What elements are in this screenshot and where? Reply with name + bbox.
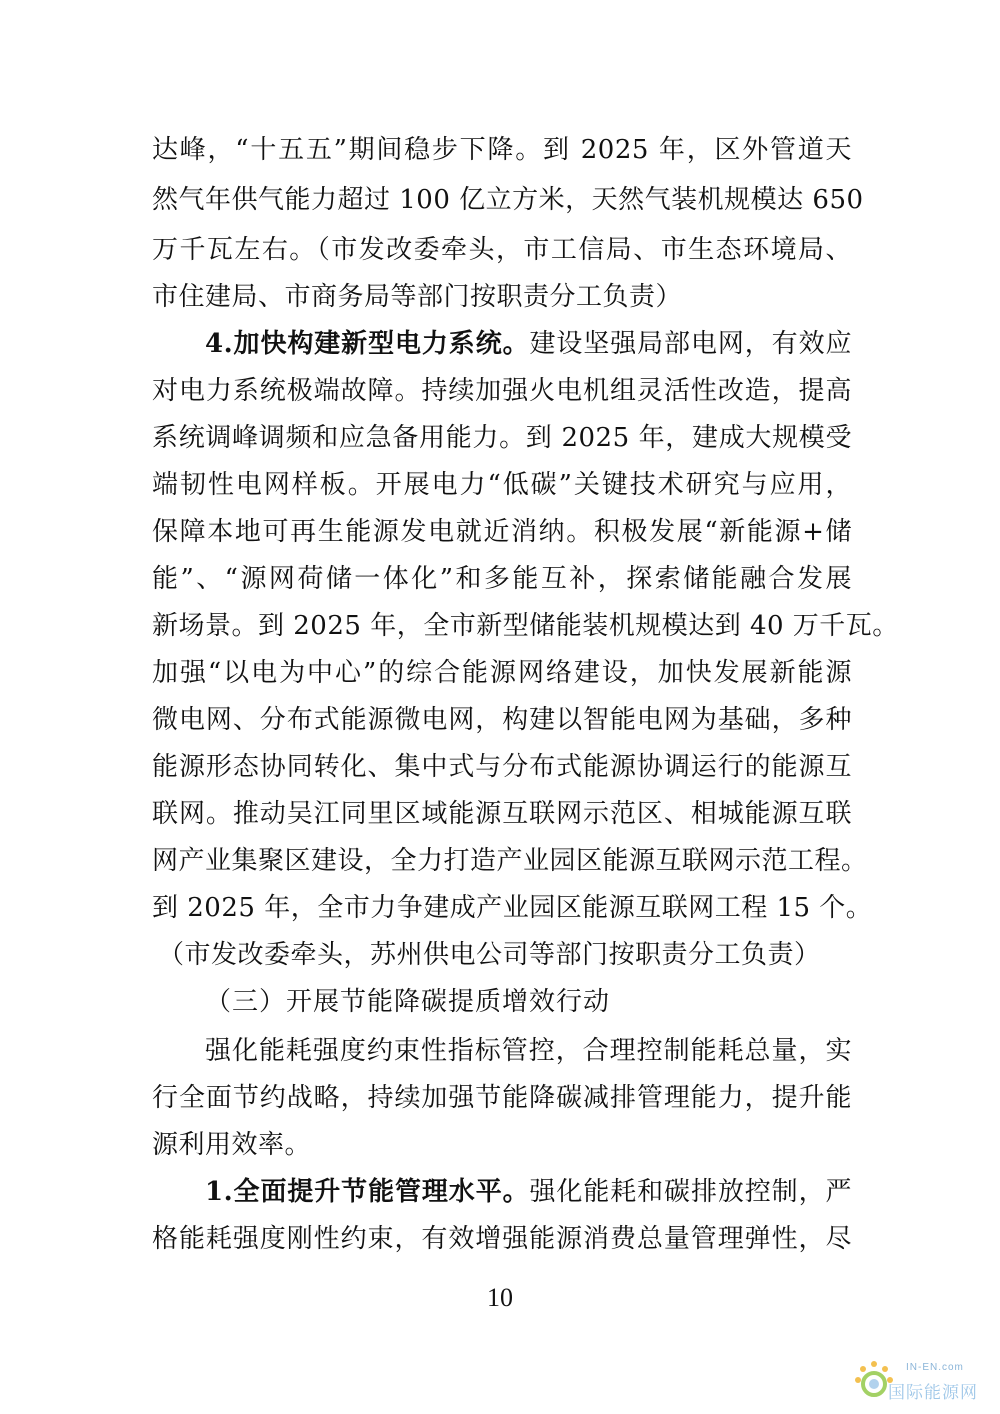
text-line: 到 2025 年，全市力争建成产业园区能源互联网工程 15 个。 <box>152 893 873 923</box>
text-line: 能”、“源网荷储一体化”和多能互补，探索储能融合发展 <box>152 564 852 594</box>
text-line: 源利用效率。 <box>152 1130 312 1160</box>
subsection-1-first-line <box>205 1174 852 1210</box>
text-line: 强化能耗强度约束性指标管控，合理控制能耗总量，实 <box>205 1036 852 1066</box>
text-line: 端韧性电网样板。开展电力“低碳”关键技术研究与应用， <box>152 470 852 500</box>
text-line: （市发改委牵头，苏州供电公司等部门按职责分工负责） <box>158 940 821 970</box>
text-line: 系统调峰调频和应急备用能力。到 2025 年，建成大规模受 <box>152 423 852 453</box>
text-line: 对电力系统极端故障。持续加强火电机组灵活性改造，提高 <box>152 376 852 406</box>
subsection-1-title: 1.全面提升节能管理水平。 <box>205 1177 530 1207</box>
text-line: 保障本地可再生能源发电就近消纳。积极发展“新能源+储 <box>152 517 852 547</box>
page-number: 10 <box>487 1283 513 1312</box>
watermark-logo <box>848 1352 998 1412</box>
text-line: 达峰，“十五五”期间稳步下降。到 2025 年，区外管道天 <box>152 135 852 165</box>
text-line: 万千瓦左右。（市发改委牵头，市工信局、市生态环境局、 <box>152 235 852 265</box>
text-line: 联网。推动吴江同里区域能源互联网示范区、相城能源互联 <box>152 799 852 829</box>
text-line: 然气年供气能力超过 100 亿立方米，天然气装机规模达 650 <box>152 185 864 215</box>
section-4-title: 4.加快构建新型电力系统。 <box>205 329 530 359</box>
text-line: 格能耗强度刚性约束，有效增强能源消费总量管理弹性，尽 <box>152 1224 852 1254</box>
text-line: 网产业集聚区建设，全力打造产业园区能源互联网示范工程。 <box>152 846 868 876</box>
section-3-heading: （三）开展节能降碳提质增效行动 <box>205 987 611 1017</box>
text-line: 新场景。到 2025 年，全市新型储能装机规模达到 40 万千瓦。 <box>152 611 899 641</box>
section-4-first-text: 建设坚强局部电网，有效应 <box>529 329 852 359</box>
section-4-first-line <box>205 326 852 362</box>
text-line: 行全面节约战略，持续加强节能降碳减排管理能力，提升能 <box>152 1083 852 1113</box>
text-line: 市住建局、市商务局等部门按职责分工负责） <box>152 282 683 312</box>
text-line: 加强“以电为中心”的综合能源网络建设，加快发展新能源 <box>152 658 852 688</box>
text-line: 能源形态协同转化、集中式与分布式能源协调运行的能源互 <box>152 752 852 782</box>
watermark-en-text: IN-EN.com <box>906 1362 964 1373</box>
subsection-1-first-text: 强化能耗和碳排放控制，严 <box>529 1177 852 1207</box>
text-line: 微电网、分布式能源微电网，构建以智能电网为基础，多种 <box>152 705 852 735</box>
watermark-cn-text: 国际能源网 <box>888 1383 978 1403</box>
